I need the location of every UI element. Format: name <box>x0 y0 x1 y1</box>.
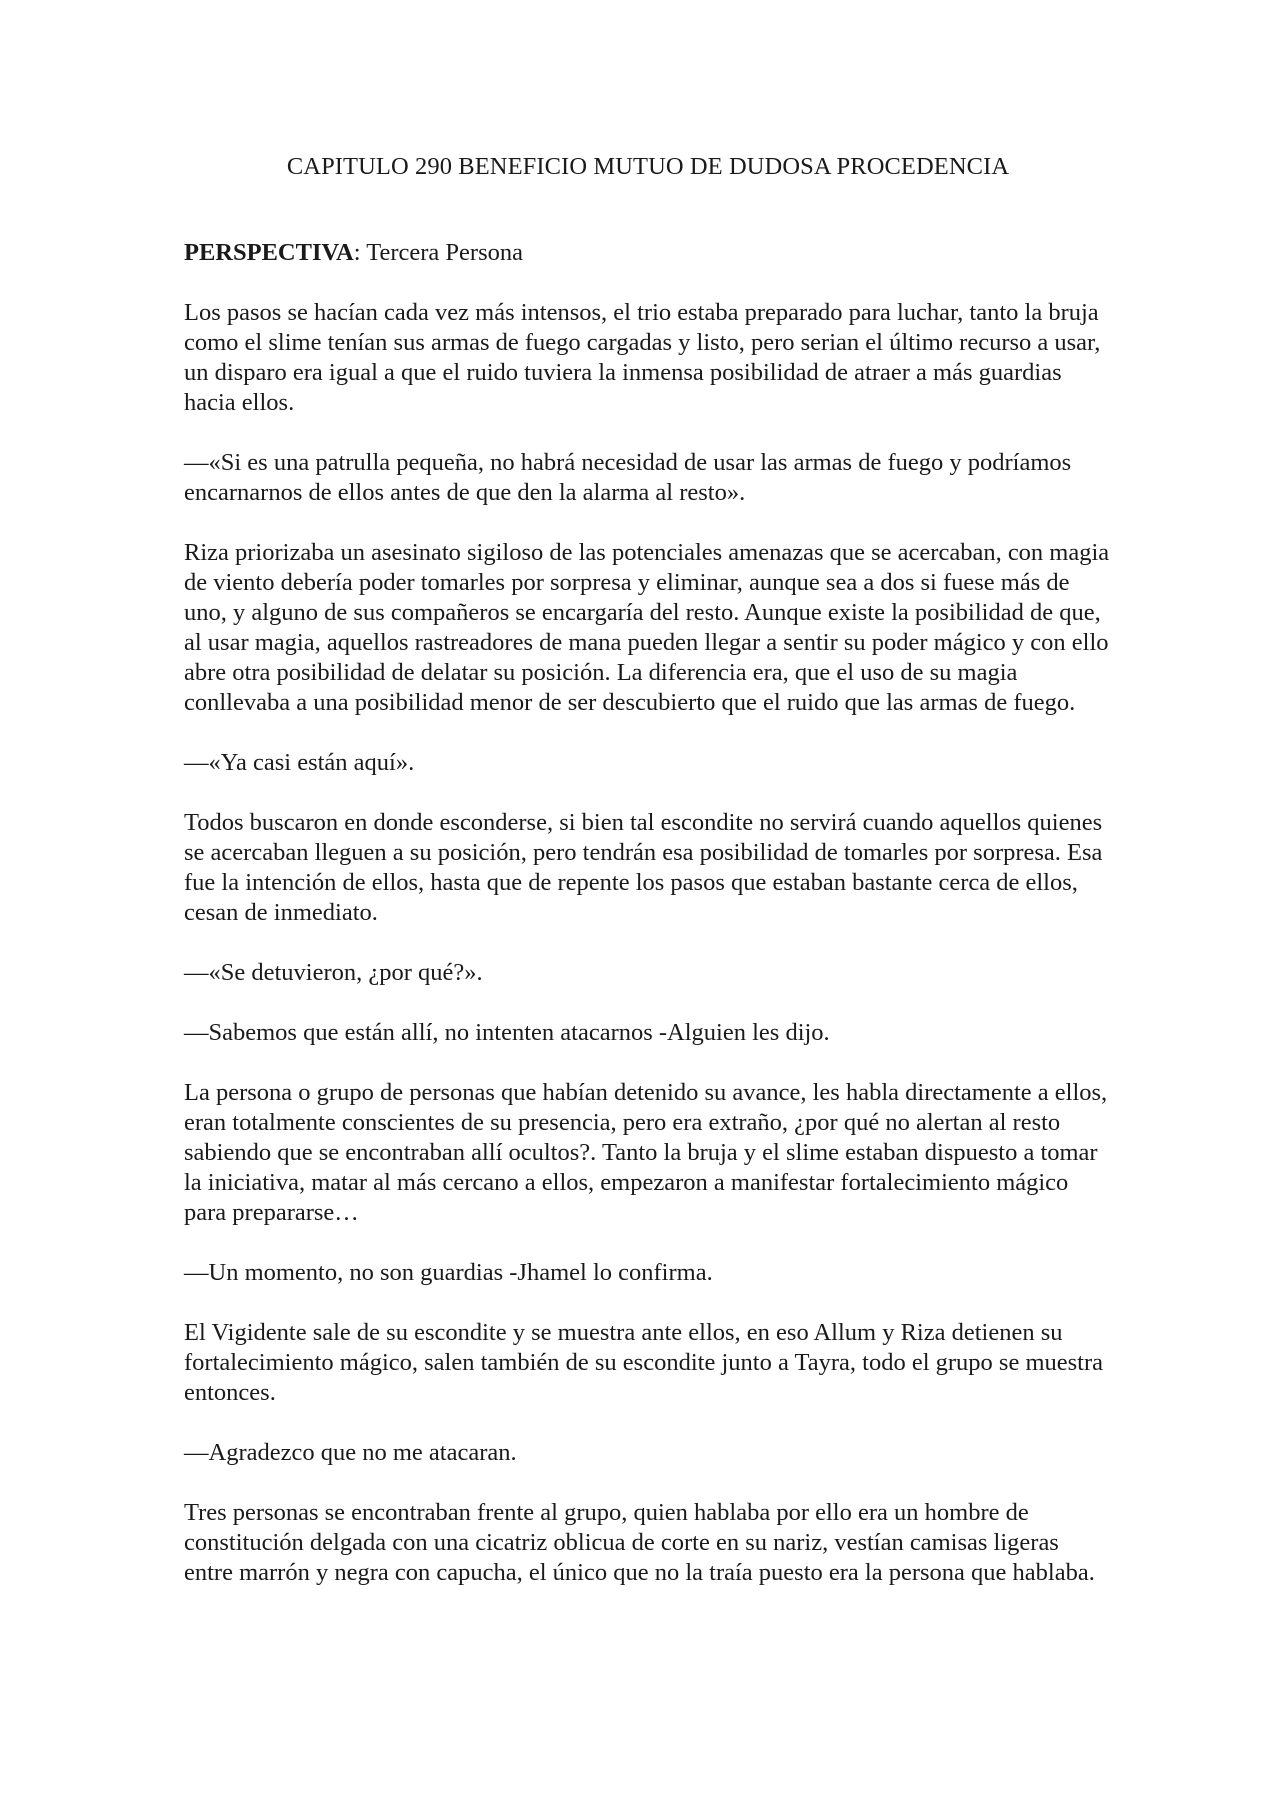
paragraph: El Vigidente sale de su escondite y se muestra ante ellos, en eso Allum y Riza detienen su fortalecimiento mágico, salen también de su escondite junto a Tayra, todo el grupo se muestra entonces. <box>184 1319 1104 1406</box>
paragraph: La persona o grupo de personas que habían detenido su avance, les habla directamente a ellos, eran totalmente conscientes de su presencia, pero era extraño, ¿por qué no alertan al resto sabiendo que se encontraban allí ocultos?. Tanto la bruja y el slime estaban dispuesto a tomar la iniciativa, matar al más cercano a ellos, empezaron a manifestar fortalecimiento mágico para prepararse… <box>184 1079 1108 1226</box>
dialogue-line: —Agradezco que no me atacaran. <box>184 1439 517 1466</box>
dialogue-line: —«Si es una patrulla pequeña, no habrá necesidad de usar las armas de fuego y podríamos encarnarnos de ellos antes de que den la alarma al resto». <box>184 449 1072 506</box>
chapter-title: CAPITULO 290 BENEFICIO MUTUO DE DUDOSA PROCEDENCIA <box>286 153 1010 180</box>
dialogue-line: —«Se detuvieron, ¿por qué?». <box>184 959 483 986</box>
perspective-label: PERSPECTIVA <box>184 239 354 266</box>
paragraph: Los pasos se hacían cada vez más intensos, el trio estaba preparado para luchar, tanto la bruja como el slime tenían sus armas de fuego cargadas y listo, pero serian el último recurso a usar, un disparo era igual a que el ruido tuviera la inmensa posibilidad de atraer a más guardias hacia ellos. <box>184 299 1101 416</box>
paragraph: Riza priorizaba un asesinato sigiloso de las potenciales amenazas que se acercaban, con magia de viento debería poder tomarles por sorpresa y eliminar, aunque sea a dos si fuese más de uno, y alguno de sus compañeros se encargaría del resto. Aunque existe la posibilidad de que, al usar magia, aquellos rastreadores de mana pueden llegar a sentir su poder mágico y con ello abre otra posibilidad de delatar su posición. La diferencia era, que el uso de su magia conllevaba a una posibilidad menor de ser descubierto que el ruido que las armas de fuego. <box>184 539 1110 716</box>
document-page <box>184 152 1112 1618</box>
dialogue-line: —«Ya casi están aquí». <box>184 749 415 776</box>
dialogue-line: —Sabemos que están allí, no intenten atacarnos -Alguien les dijo. <box>184 1019 830 1046</box>
paragraph: Todos buscaron en donde esconderse, si bien tal escondite no servirá cuando aquellos quienes se acercaban lleguen a su posición, pero tendrán esa posibilidad de tomarles por sorpresa. Esa fue la intención de ellos, hasta que de repente los pasos que estaban bastante cerca de ellos, cesan de inmediato. <box>184 809 1103 926</box>
perspective-line <box>184 238 1112 268</box>
dialogue-line: —Un momento, no son guardias -Jhamel lo confirma. <box>184 1259 713 1286</box>
perspective-value: : Tercera Persona <box>353 239 523 266</box>
paragraph: Tres personas se encontraban frente al grupo, quien hablaba por ello era un hombre de constitución delgada con una cicatriz oblicua de corte en su nariz, vestían camisas ligeras entre marrón y negra con capucha, el único que no la traía puesto era la persona que hablaba. <box>184 1499 1095 1586</box>
